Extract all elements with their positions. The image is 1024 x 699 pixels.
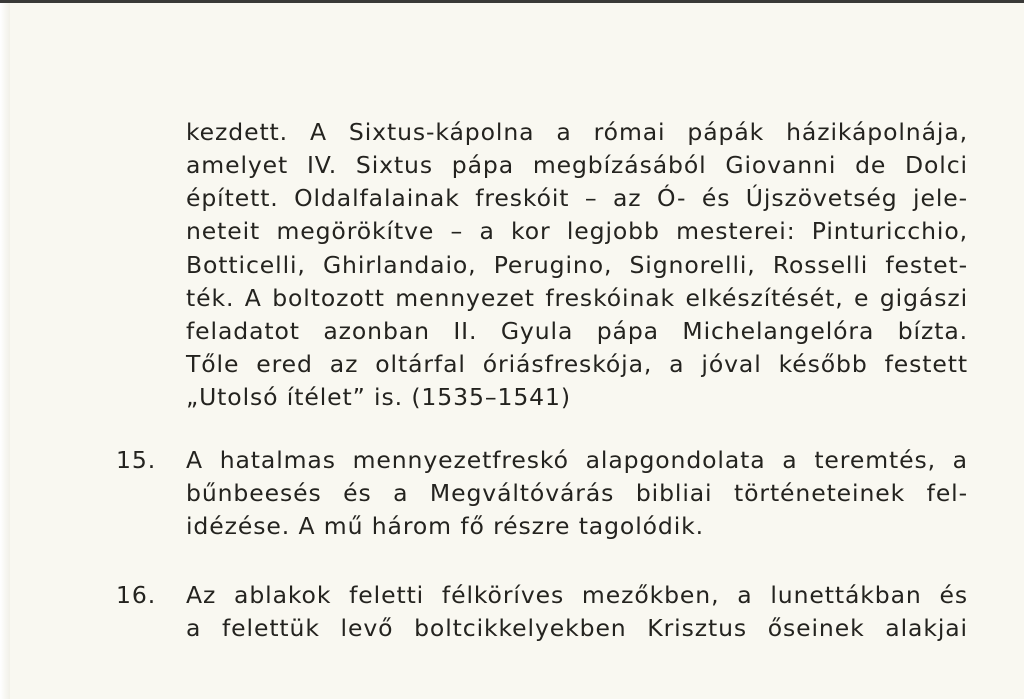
item-number: 15. [116,446,157,474]
text-line: Botticelli, Ghirlandaio, Perugino, Signorelli, Rosselli festet- [186,251,968,279]
text-line: ték. A boltozott mennyezet freskóinak elkészítését, e gigászi [186,284,968,312]
text-line: feladatot azonban II. Gyula pápa Michelangelóra bízta. [186,317,968,345]
text-line: idézése. A mű három fő részre tagolódik. [186,512,705,540]
text-line: „Utolsó ítélet” is. (1535–1541) [186,383,571,411]
text-line: A hatalmas mennyezetfreskó alapgondolata a teremtés, a [186,446,968,474]
text-line: Az ablakok feletti félköríves mezőkben, a lunettákban és [186,581,968,609]
text-line: kezdett. A Sixtus-kápolna a római pápák házikápolnája, [186,118,968,146]
text-line: épített. Oldalfalainak freskóit – az Ó- és Újszövetség jele- [186,184,968,212]
item-number: 16. [116,581,157,609]
text-line: Tőle ered az oltárfal óriásfreskója, a jóval később festett [186,350,968,378]
text-line: amelyet IV. Sixtus pápa megbízásából Giovanni de Dolci [186,151,968,179]
text-line: neteit megörökítve – a kor legjobb mesterei: Pinturicchio, [186,217,968,245]
text-line: bűnbeesés és a Megváltóvárás bibliai történeteinek fel- [186,479,968,507]
text-line: a felettük levő boltcikkelyekben Krisztus őseinek alakjai [186,614,968,642]
